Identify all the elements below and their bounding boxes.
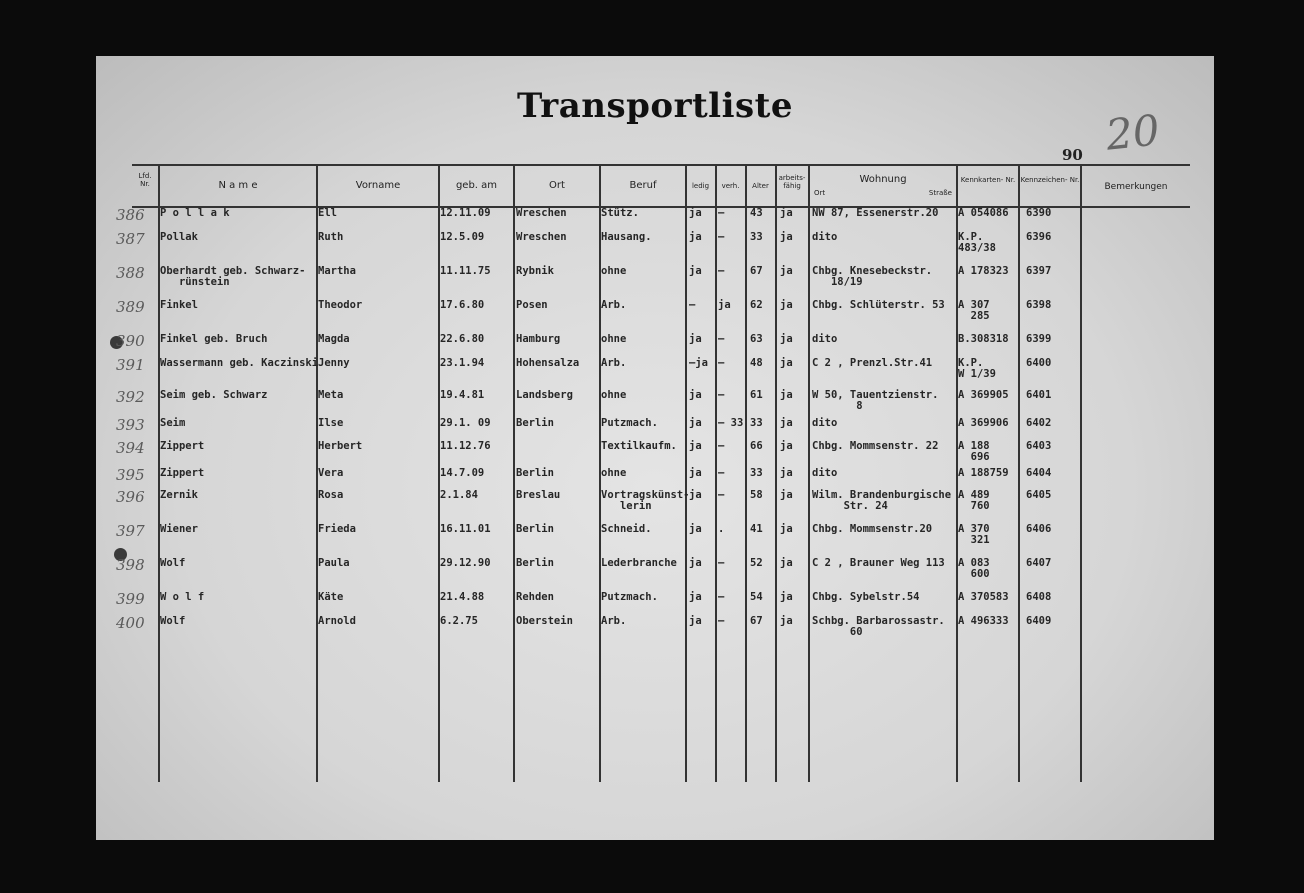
row-arbeitsfaehig: ja <box>780 207 793 219</box>
row-ledig: – <box>689 299 696 311</box>
column-rule <box>513 164 515 782</box>
row-kennzeichen-nr: 6398 <box>1026 299 1052 311</box>
row-geb-am: 12.11.09 <box>440 207 491 219</box>
row-verh: . <box>718 523 725 535</box>
row-alter: 54 <box>750 591 763 603</box>
row-geb-am: 19.4.81 <box>440 389 485 401</box>
header-beruf: Beruf <box>629 180 657 191</box>
row-wohnung: dito <box>812 417 838 429</box>
row-name: Pollak <box>160 231 198 243</box>
row-name: Seim <box>160 417 186 429</box>
row-name: Wassermann geb. Kaczinski <box>160 357 319 369</box>
row-verh: – <box>718 333 725 345</box>
row-ort: Berlin <box>516 417 554 429</box>
row-ledig: –ja <box>689 357 708 369</box>
row-vorname: Martha <box>318 265 356 277</box>
row-ledig: ja <box>689 440 702 452</box>
row-kennkarten-nr: A 369906 <box>958 417 1009 429</box>
row-arbeitsfaehig: ja <box>780 615 793 627</box>
row-verh: ja <box>718 299 731 311</box>
row-kennzeichen-nr: 6396 <box>1026 231 1052 243</box>
row-lfd-number: 399 <box>116 590 145 608</box>
column-rule <box>685 164 687 782</box>
row-arbeitsfaehig: ja <box>780 265 793 277</box>
header-top-rule <box>132 164 1190 166</box>
row-lfd-number: 388 <box>116 264 145 282</box>
row-alter: 67 <box>750 615 763 627</box>
row-kennkarten-nr: A 188 696 <box>958 440 990 463</box>
row-geb-am: 16.11.01 <box>440 523 491 535</box>
column-rule <box>1080 164 1082 782</box>
row-verh: – 33 <box>718 417 744 429</box>
header-wohnung: Wohnung <box>859 174 907 185</box>
row-beruf: Arb. <box>601 357 627 369</box>
column-rule <box>775 164 777 782</box>
header-kennkarten: Kennkarten- Nr. <box>960 176 1016 184</box>
header-ort: Ort <box>549 180 565 191</box>
row-ledig: ja <box>689 207 702 219</box>
row-wohnung: Chbg. Mommsenstr. 22 <box>812 440 939 452</box>
row-alter: 66 <box>750 440 763 452</box>
row-kennzeichen-nr: 6400 <box>1026 357 1052 369</box>
row-arbeitsfaehig: ja <box>780 417 793 429</box>
row-beruf: Arb. <box>601 299 627 311</box>
header-vorname: Vorname <box>355 180 401 191</box>
row-ledig: ja <box>689 489 702 501</box>
row-wohnung: C 2 , Prenzl.Str.41 <box>812 357 933 369</box>
row-ort: Hamburg <box>516 333 561 345</box>
row-verh: – <box>718 440 725 452</box>
row-name: Wolf <box>160 615 186 627</box>
row-vorname: Ell <box>318 207 337 219</box>
row-wohnung: dito <box>812 231 838 243</box>
row-kennkarten-nr: K.P. 483/38 <box>958 231 996 254</box>
row-wohnung: C 2 , Brauner Weg 113 <box>812 557 945 569</box>
row-kennzeichen-nr: 6407 <box>1026 557 1052 569</box>
row-wohnung: NW 87, Essenerstr.20 <box>812 207 939 219</box>
row-ledig: ja <box>689 615 702 627</box>
row-kennzeichen-nr: 6402 <box>1026 417 1052 429</box>
row-kennkarten-nr: A 307 285 <box>958 299 990 322</box>
row-ort: Hohensalza <box>516 357 580 369</box>
row-geb-am: 21.4.88 <box>440 591 485 603</box>
row-alter: 61 <box>750 389 763 401</box>
row-arbeitsfaehig: ja <box>780 357 793 369</box>
row-ledig: ja <box>689 389 702 401</box>
row-beruf: Putzmach. <box>601 417 658 429</box>
row-ort: Landsberg <box>516 389 573 401</box>
row-kennzeichen-nr: 6405 <box>1026 489 1052 501</box>
row-lfd-number: 389 <box>116 298 145 316</box>
row-alter: 41 <box>750 523 763 535</box>
row-ledig: ja <box>689 591 702 603</box>
row-verh: – <box>718 615 725 627</box>
row-vorname: Ilse <box>318 417 344 429</box>
row-lfd-number: 392 <box>116 388 145 406</box>
row-verh: – <box>718 591 725 603</box>
header-kennzeichen: Kennzeichen- Nr. <box>1020 176 1080 184</box>
row-verh: – <box>718 467 725 479</box>
row-beruf: Putzmach. <box>601 591 658 603</box>
row-vorname: Arnold <box>318 615 356 627</box>
row-ledig: ja <box>689 467 702 479</box>
row-beruf: ohne <box>601 467 627 479</box>
row-beruf: Hausang. <box>601 231 652 243</box>
row-arbeitsfaehig: ja <box>780 389 793 401</box>
row-ort: Rehden <box>516 591 554 603</box>
row-wohnung: dito <box>812 467 838 479</box>
row-geb-am: 6.2.75 <box>440 615 478 627</box>
row-kennkarten-nr: B.308318 <box>958 333 1009 345</box>
row-lfd-number: 396 <box>116 488 145 506</box>
row-vorname: Frieda <box>318 523 356 535</box>
row-name: Wiener <box>160 523 198 535</box>
header-verh: verh. <box>721 182 740 190</box>
row-arbeitsfaehig: ja <box>780 489 793 501</box>
row-name: Finkel <box>160 299 198 311</box>
row-ledig: ja <box>689 265 702 277</box>
row-kennzeichen-nr: 6406 <box>1026 523 1052 535</box>
row-beruf: ohne <box>601 265 627 277</box>
header-geb-am: geb. am <box>455 180 498 191</box>
header-ledig: ledig <box>691 182 710 190</box>
row-vorname: Ruth <box>318 231 344 243</box>
row-kennkarten-nr: A 054086 <box>958 207 1009 219</box>
row-name: P o l l a k <box>160 207 230 219</box>
row-ort: Berlin <box>516 467 554 479</box>
row-ledig: ja <box>689 333 702 345</box>
row-alter: 43 <box>750 207 763 219</box>
pencil-page-number: 20 <box>1103 105 1162 160</box>
row-ort: Breslau <box>516 489 561 501</box>
row-wohnung: Chbg. Schlüterstr. 53 <box>812 299 945 311</box>
row-kennzeichen-nr: 6409 <box>1026 615 1052 627</box>
row-arbeitsfaehig: ja <box>780 467 793 479</box>
row-beruf: ohne <box>601 389 627 401</box>
row-lfd-number: 397 <box>116 522 145 540</box>
header-wohnung-ort: Ort <box>814 189 826 197</box>
row-verh: – <box>718 265 725 277</box>
row-name: Zippert <box>160 440 205 452</box>
row-ort: Oberstein <box>516 615 573 627</box>
document-sheet <box>96 56 1214 840</box>
row-ort: Rybnik <box>516 265 554 277</box>
row-kennzeichen-nr: 6401 <box>1026 389 1052 401</box>
row-vorname: Magda <box>318 333 350 345</box>
row-beruf: Vortragskünst- lerin <box>601 489 690 512</box>
row-beruf: Arb. <box>601 615 627 627</box>
row-kennzeichen-nr: 6390 <box>1026 207 1052 219</box>
header-lfd-nr: Lfd. Nr. <box>138 172 152 188</box>
row-geb-am: 11.12.76 <box>440 440 491 452</box>
page-number: 90 <box>1062 146 1083 164</box>
column-rule <box>1018 164 1020 782</box>
row-vorname: Herbert <box>318 440 363 452</box>
row-alter: 63 <box>750 333 763 345</box>
row-alter: 52 <box>750 557 763 569</box>
header-arbeitsfaehig: arbeits- fähig <box>778 174 806 190</box>
row-kennzeichen-nr: 6408 <box>1026 591 1052 603</box>
row-lfd-number: 390 <box>116 332 145 350</box>
row-lfd-number: 393 <box>116 416 145 434</box>
row-arbeitsfaehig: ja <box>780 333 793 345</box>
row-ort: Posen <box>516 299 548 311</box>
row-ledig: ja <box>689 557 702 569</box>
row-beruf: Textilkaufm. <box>601 440 677 452</box>
row-geb-am: 29.1. 09 <box>440 417 491 429</box>
row-wohnung: dito <box>812 333 838 345</box>
column-rule <box>715 164 717 782</box>
row-geb-am: 23.1.94 <box>440 357 485 369</box>
row-alter: 67 <box>750 265 763 277</box>
row-ort: Berlin <box>516 523 554 535</box>
row-kennzeichen-nr: 6404 <box>1026 467 1052 479</box>
header-name: N a m e <box>218 180 258 191</box>
row-alter: 33 <box>750 467 763 479</box>
row-alter: 33 <box>750 417 763 429</box>
row-kennkarten-nr: A 370 321 <box>958 523 990 546</box>
row-name: Finkel geb. Bruch <box>160 333 268 345</box>
row-ort: Berlin <box>516 557 554 569</box>
row-lfd-number: 400 <box>116 614 145 632</box>
row-name: W o l f <box>160 591 205 603</box>
row-vorname: Theodor <box>318 299 363 311</box>
row-wohnung: Wilm. Brandenburgische Str. 24 <box>812 489 952 512</box>
row-ledig: ja <box>689 417 702 429</box>
row-lfd-number: 391 <box>116 356 145 374</box>
row-alter: 62 <box>750 299 763 311</box>
row-name: Zippert <box>160 467 205 479</box>
row-kennkarten-nr: A 178323 <box>958 265 1009 277</box>
row-beruf: Schneid. <box>601 523 652 535</box>
row-geb-am: 22.6.80 <box>440 333 485 345</box>
row-wohnung: Chbg. Knesebeckstr. 18/19 <box>812 265 933 288</box>
row-wohnung: Chbg. Mommsenstr.20 <box>812 523 933 535</box>
row-kennzeichen-nr: 6397 <box>1026 265 1052 277</box>
row-wohnung: Schbg. Barbarossastr. 60 <box>812 615 945 638</box>
row-beruf: Stütz. <box>601 207 639 219</box>
row-geb-am: 2.1.84 <box>440 489 478 501</box>
row-name: Zernik <box>160 489 198 501</box>
row-wohnung: W 50, Tauentzienstr. 8 <box>812 389 939 412</box>
row-arbeitsfaehig: ja <box>780 440 793 452</box>
row-kennkarten-nr: A 369905 <box>958 389 1009 401</box>
row-beruf: ohne <box>601 333 627 345</box>
row-geb-am: 12.5.09 <box>440 231 485 243</box>
row-kennzeichen-nr: 6403 <box>1026 440 1052 452</box>
row-geb-am: 17.6.80 <box>440 299 485 311</box>
row-alter: 58 <box>750 489 763 501</box>
document-title: Transportliste <box>516 86 793 126</box>
row-kennkarten-nr: A 083 600 <box>958 557 990 580</box>
row-lfd-number: 395 <box>116 466 145 484</box>
row-vorname: Vera <box>318 467 344 479</box>
row-verh: – <box>718 389 725 401</box>
row-geb-am: 11.11.75 <box>440 265 491 277</box>
row-vorname: Käte <box>318 591 344 603</box>
row-kennkarten-nr: A 370583 <box>958 591 1009 603</box>
row-arbeitsfaehig: ja <box>780 523 793 535</box>
row-geb-am: 14.7.09 <box>440 467 485 479</box>
row-verh: – <box>718 357 725 369</box>
row-alter: 48 <box>750 357 763 369</box>
column-rule <box>745 164 747 782</box>
row-vorname: Jenny <box>318 357 350 369</box>
row-lfd-number: 398 <box>116 556 145 574</box>
row-kennkarten-nr: A 188759 <box>958 467 1009 479</box>
row-kennkarten-nr: A 489 760 <box>958 489 990 512</box>
row-lfd-number: 387 <box>116 230 145 248</box>
row-arbeitsfaehig: ja <box>780 557 793 569</box>
row-arbeitsfaehig: ja <box>780 299 793 311</box>
header-alter: Alter <box>752 182 769 190</box>
row-verh: – <box>718 489 725 501</box>
row-ledig: ja <box>689 231 702 243</box>
row-kennkarten-nr: A 496333 <box>958 615 1009 627</box>
row-wohnung: Chbg. Sybelstr.54 <box>812 591 920 603</box>
row-name: Wolf <box>160 557 186 569</box>
row-lfd-number: 394 <box>116 439 145 457</box>
row-vorname: Rosa <box>318 489 344 501</box>
row-verh: – <box>718 557 725 569</box>
row-alter: 33 <box>750 231 763 243</box>
row-beruf: Lederbranche <box>601 557 677 569</box>
row-name: Oberhardt geb. Schwarz- rünstein <box>160 265 306 288</box>
row-name: Seim geb. Schwarz <box>160 389 268 401</box>
row-verh: – <box>718 231 725 243</box>
row-arbeitsfaehig: ja <box>780 231 793 243</box>
row-verh: – <box>718 207 725 219</box>
row-lfd-number: 386 <box>116 206 145 224</box>
row-ledig: ja <box>689 523 702 535</box>
header-bemerkungen: Bemerkungen <box>1104 182 1168 192</box>
column-rule <box>808 164 810 782</box>
row-kennzeichen-nr: 6399 <box>1026 333 1052 345</box>
row-ort: Wreschen <box>516 207 567 219</box>
row-arbeitsfaehig: ja <box>780 591 793 603</box>
row-vorname: Paula <box>318 557 350 569</box>
header-wohnung-strasse: Straße <box>928 189 952 197</box>
row-geb-am: 29.12.90 <box>440 557 491 569</box>
row-vorname: Meta <box>318 389 344 401</box>
row-kennkarten-nr: K.P. W 1/39 <box>958 357 996 380</box>
row-ort: Wreschen <box>516 231 567 243</box>
